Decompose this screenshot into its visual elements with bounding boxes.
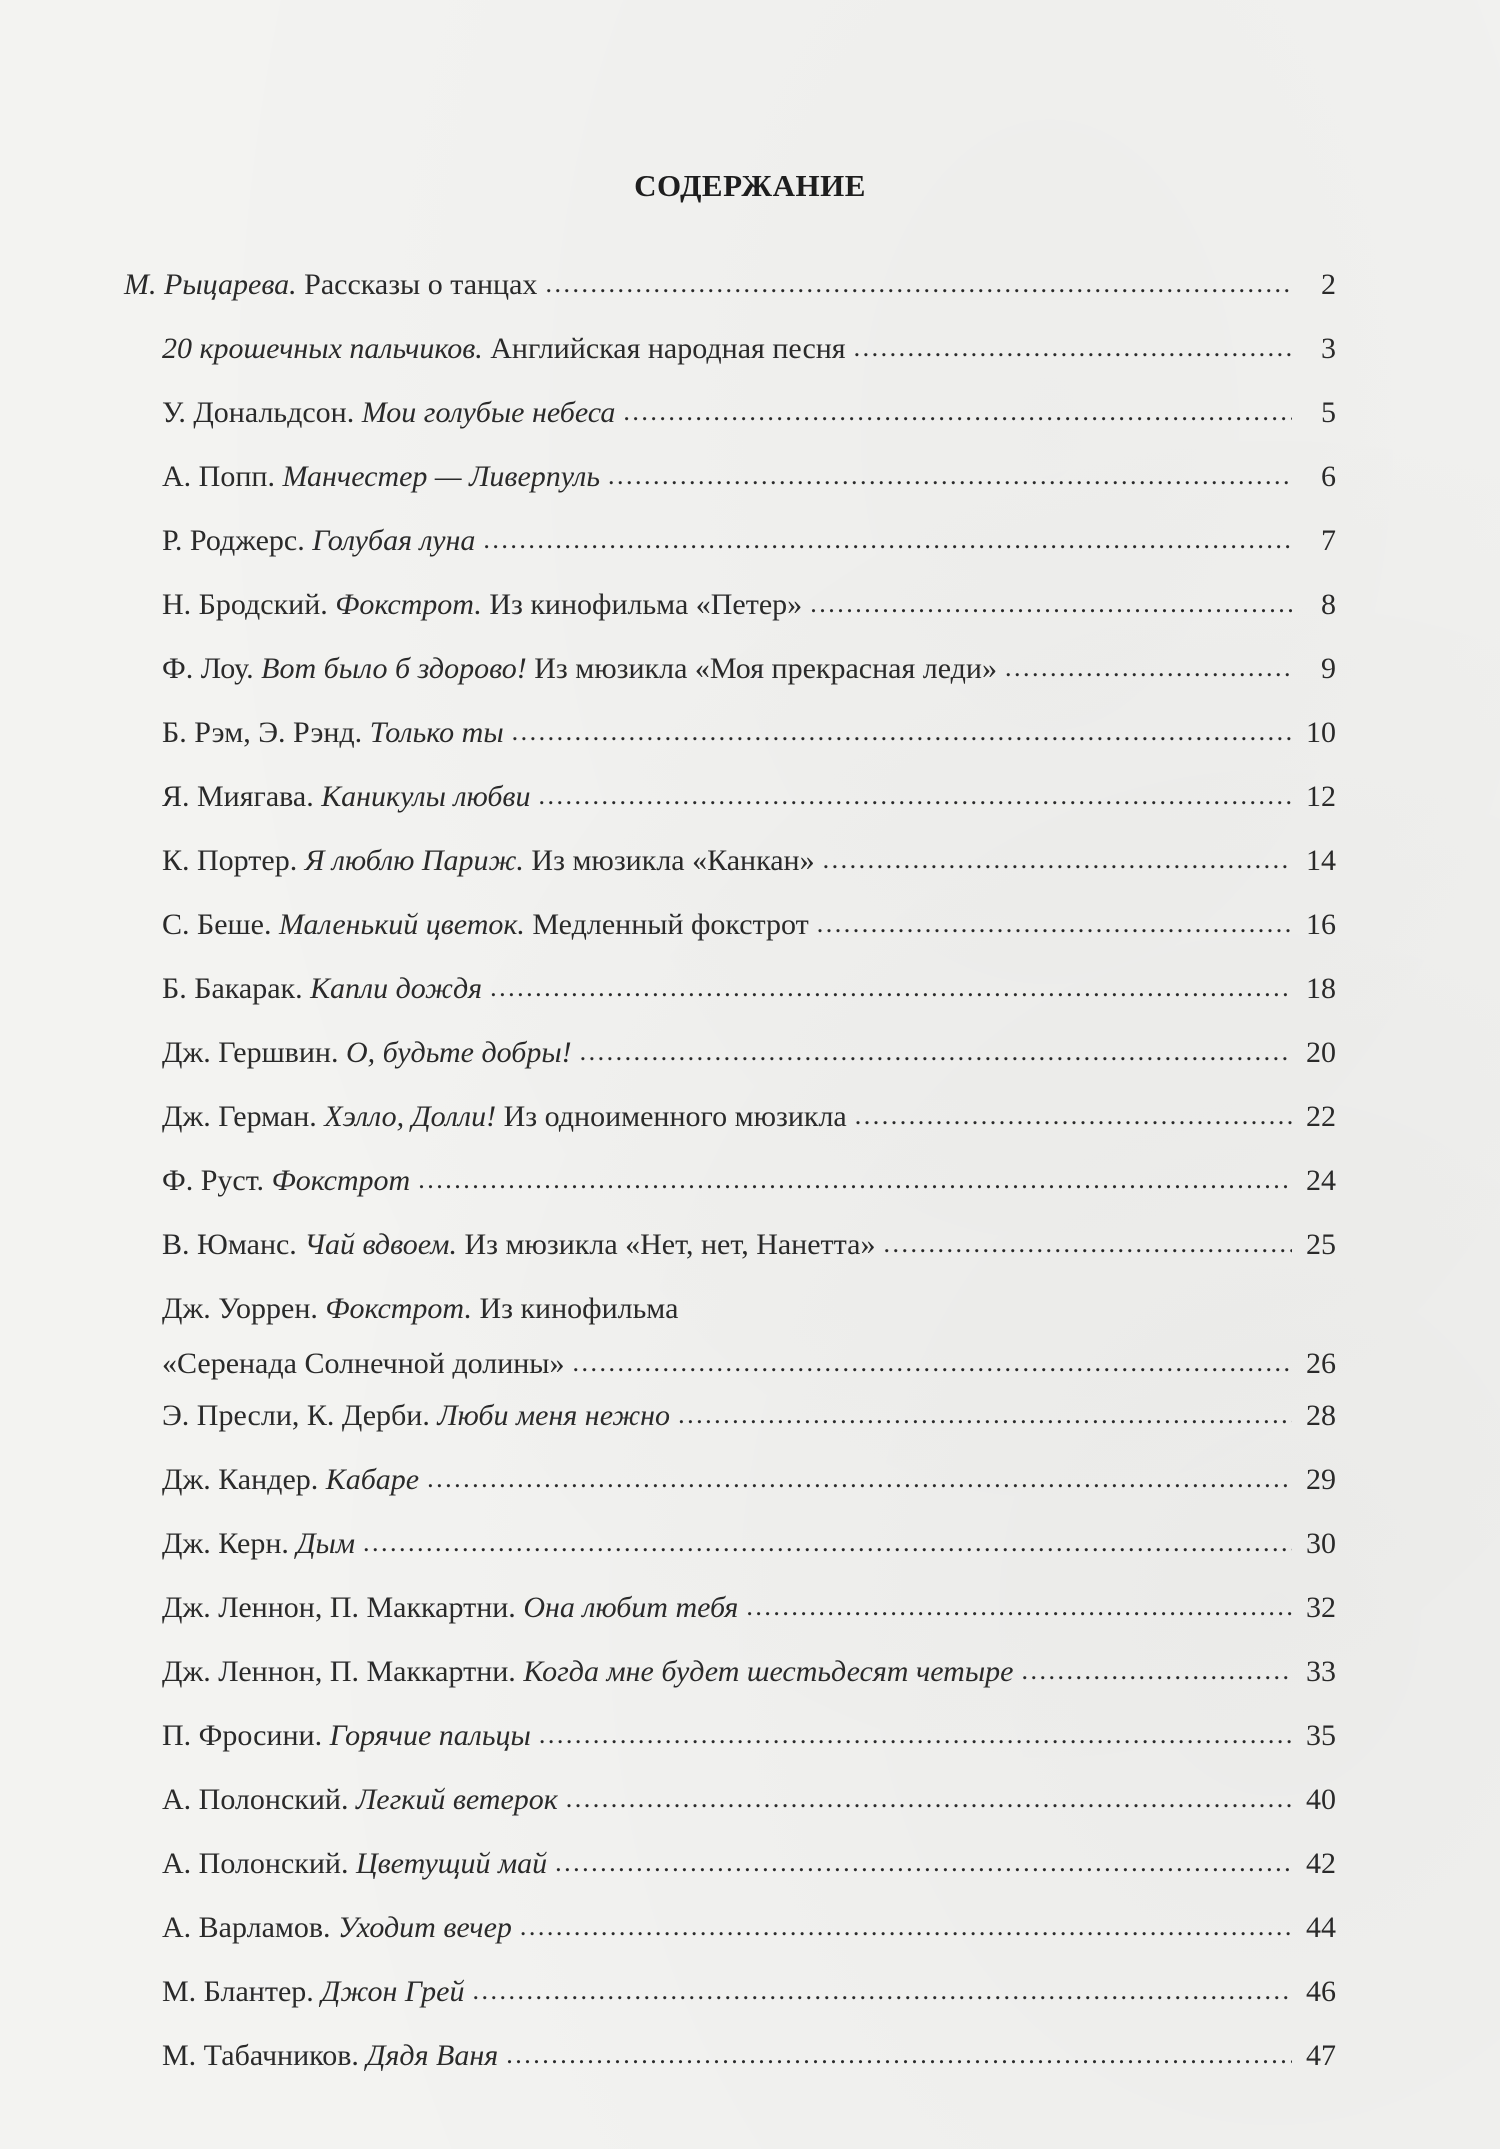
- entry-author: М. Табачников.: [162, 2039, 359, 2072]
- toc-entry: [124, 1161, 1336, 1225]
- dot-leader: [418, 1159, 1292, 1200]
- entry-note: Медленный фокстрот: [532, 908, 809, 941]
- entry-title: О, будьте добры!: [345, 1036, 572, 1069]
- entry-title: Горячие пальцы: [329, 1719, 531, 1752]
- dot-leader: [1021, 1650, 1292, 1691]
- toc-entry-text: [162, 1844, 547, 1884]
- entry-author: Я. Миягава.: [162, 780, 314, 813]
- page-number: 9: [1321, 652, 1336, 685]
- entry-title: Я люблю Париж.: [304, 844, 524, 877]
- entry-note: Из одноименного мюзикла: [503, 1100, 847, 1133]
- table-of-contents: [124, 265, 1336, 2100]
- page-number: 40: [1306, 1783, 1336, 1816]
- toc-entry-text: [162, 1972, 464, 2012]
- page-number: 29: [1306, 1463, 1336, 1496]
- dot-leader: [538, 775, 1292, 816]
- entry-author: М. Рыцарева.: [124, 268, 297, 301]
- entry-title: Она любит тебя: [523, 1591, 739, 1624]
- entry-author: У. Дональдсон.: [162, 396, 355, 429]
- page-number: 7: [1321, 524, 1336, 557]
- toc-entry-text: [162, 521, 475, 561]
- toc-entry-text: [162, 713, 504, 753]
- toc-entry: [124, 713, 1336, 777]
- entry-note: Из мюзикла «Моя прекрасная леди»: [534, 652, 997, 685]
- entry-title: Дым: [296, 1527, 355, 1560]
- entry-author: Б. Бакарак.: [162, 972, 303, 1005]
- page-number: 3: [1321, 332, 1336, 365]
- toc-entry: [124, 393, 1336, 457]
- dot-leader: [746, 1586, 1292, 1627]
- toc-entry-text: [162, 905, 809, 945]
- entry-title: Манчестер — Ливерпуль: [282, 460, 601, 493]
- toc-entry-text: [162, 1716, 531, 1756]
- dot-leader: [512, 711, 1292, 752]
- entry-title: Легкий ветерок: [355, 1783, 558, 1816]
- page-number: 6: [1321, 460, 1336, 493]
- dot-leader: [823, 839, 1292, 880]
- entry-author: П. Фросини.: [162, 1719, 323, 1752]
- entry-note: Из кинофильма «Петер»: [489, 588, 803, 621]
- toc-entry-text: [162, 1396, 670, 1436]
- entry-title: Вот было б здорово!: [261, 652, 527, 685]
- dot-leader: [520, 1906, 1292, 1947]
- toc-entry: [124, 2036, 1336, 2100]
- entry-title: Фокстрот.: [325, 1292, 472, 1325]
- page-number: 33: [1306, 1655, 1336, 1688]
- dot-leader: [1005, 647, 1292, 688]
- page-number: 28: [1306, 1399, 1336, 1432]
- toc-entry: [124, 1289, 1336, 1396]
- entry-author: А. Полонский.: [162, 1783, 349, 1816]
- toc-entry: [124, 1460, 1336, 1524]
- page-number: 46: [1306, 1975, 1336, 2008]
- dot-leader: [817, 903, 1292, 944]
- entry-title: Фокстрот: [271, 1164, 411, 1197]
- toc-entry: [124, 1097, 1336, 1161]
- entry-title: Только ты: [369, 716, 504, 749]
- page-number: 18: [1306, 972, 1336, 1005]
- dot-leader: [555, 1842, 1292, 1883]
- page-number: 26: [1306, 1346, 1336, 1380]
- dot-leader: [483, 519, 1292, 560]
- entry-title: Дядя Ваня: [366, 2039, 499, 2072]
- dot-leader: [580, 1031, 1292, 1072]
- toc-entry-text: [162, 1588, 738, 1628]
- toc-entry-text: [162, 1161, 410, 1201]
- entry-author: Б. Рэм, Э. Рэнд.: [162, 716, 363, 749]
- entry-author: Р. Роджерс.: [162, 524, 305, 557]
- toc-entry: [124, 585, 1336, 649]
- entry-title: Джон Грей: [321, 1975, 465, 2008]
- toc-entry-text: [162, 969, 482, 1009]
- entry-note: Из мюзикла «Нет, нет, Нанетта»: [464, 1228, 876, 1261]
- toc-entry: [124, 969, 1336, 1033]
- entry-author: М. Блантер.: [162, 1975, 314, 2008]
- dot-leader: [854, 327, 1292, 368]
- dot-leader: [883, 1223, 1292, 1264]
- page-title: СОДЕРЖАНИЕ: [634, 168, 866, 203]
- entry-author: К. Портер.: [162, 844, 298, 877]
- entry-title: Маленький цветок.: [278, 908, 525, 941]
- toc-entry: [124, 1780, 1336, 1844]
- page-number: 16: [1306, 908, 1336, 941]
- dot-leader: [855, 1095, 1292, 1136]
- page-number: 22: [1306, 1100, 1336, 1133]
- toc-entry: [124, 1908, 1336, 1972]
- entry-author: С. Беше.: [162, 908, 272, 941]
- entry-author: Дж. Уоррен.: [162, 1292, 318, 1325]
- entry-author: А. Варламов.: [162, 1911, 331, 1944]
- dot-leader: [545, 263, 1292, 304]
- toc-entry: [124, 1033, 1336, 1097]
- toc-entry-text: [162, 457, 600, 497]
- entry-author: А. Попп.: [162, 460, 275, 493]
- entry-note: Английская народная песня: [490, 332, 846, 365]
- toc-entry: [124, 1844, 1336, 1908]
- entry-author: Дж. Леннон, П. Маккартни.: [162, 1591, 516, 1624]
- dot-leader: [490, 967, 1292, 1008]
- dot-leader: [572, 1342, 1292, 1383]
- toc-entry-text: [162, 1908, 512, 1948]
- entry-title: Фокстрот.: [335, 588, 482, 621]
- dot-leader: [539, 1714, 1292, 1755]
- entry-title: Мои голубые небеса: [361, 396, 616, 429]
- entry-author: Дж. Гершвин.: [162, 1036, 339, 1069]
- entry-author: Дж. Леннон, П. Маккартни.: [162, 1655, 516, 1688]
- toc-entry: [124, 457, 1336, 521]
- page-number: 42: [1306, 1847, 1336, 1880]
- toc-entry: [124, 329, 1336, 393]
- entry-title: Чай вдвоем.: [304, 1228, 457, 1261]
- entry-author: Дж. Керн.: [162, 1527, 289, 1560]
- toc-entry: [124, 1716, 1336, 1780]
- page-number: 14: [1306, 844, 1336, 877]
- entry-title: Цветущий май: [355, 1847, 548, 1880]
- toc-entry: [124, 1396, 1336, 1460]
- entry-title: Люби меня нежно: [437, 1399, 671, 1432]
- entry-title: Хэлло, Долли!: [324, 1100, 497, 1133]
- entry-title: Капли дождя: [310, 972, 483, 1005]
- toc-entry-text: [162, 1780, 558, 1820]
- entry-title: Голубая луна: [312, 524, 476, 557]
- toc-entry-text: [162, 585, 802, 625]
- toc-entry: [124, 1588, 1336, 1652]
- page-number: 24: [1306, 1164, 1336, 1197]
- entry-title: Кабаре: [325, 1463, 420, 1496]
- dot-leader: [363, 1522, 1292, 1563]
- entry-author: Н. Бродский.: [162, 588, 328, 621]
- page-number: 25: [1306, 1228, 1336, 1261]
- toc-entry-text: [162, 1225, 875, 1265]
- toc-entry-text: [162, 2036, 498, 2076]
- entry-author: Дж. Герман.: [162, 1100, 317, 1133]
- toc-entry-text: [162, 841, 815, 881]
- entry-title: 20 крошечных пальчиков.: [162, 332, 483, 365]
- toc-entry-text: [162, 329, 846, 369]
- page-number: 44: [1306, 1911, 1336, 1944]
- page-number: 35: [1306, 1719, 1336, 1752]
- toc-entry-text: [162, 1097, 847, 1137]
- dot-leader: [472, 1970, 1292, 2011]
- toc-entry-text: [162, 1460, 419, 1500]
- page-number: 30: [1306, 1527, 1336, 1560]
- toc-entry-text: [162, 1033, 572, 1073]
- dot-leader: [810, 583, 1292, 624]
- entry-author: Ф. Лоу.: [162, 652, 254, 685]
- dot-leader: [623, 391, 1292, 432]
- dot-leader: [678, 1394, 1292, 1435]
- toc-entry: [124, 841, 1336, 905]
- dot-leader: [566, 1778, 1292, 1819]
- entry-author: А. Полонский.: [162, 1847, 349, 1880]
- toc-entry: [124, 1652, 1336, 1716]
- page-number: 32: [1306, 1591, 1336, 1624]
- toc-entry-text: [162, 1524, 355, 1564]
- toc-entry: [124, 1225, 1336, 1289]
- toc-entry: [124, 905, 1336, 969]
- toc-entry: [124, 649, 1336, 713]
- toc-entry: [124, 1972, 1336, 2036]
- entry-note: Из кинофильма: [479, 1292, 679, 1325]
- page-number: 8: [1321, 588, 1336, 621]
- entry-author: Э. Пресли, К. Дерби.: [162, 1399, 430, 1432]
- dot-leader: [506, 2034, 1292, 2075]
- entry-title: Каникулы любви: [321, 780, 531, 813]
- toc-entry-text: [162, 393, 615, 433]
- page-number: 20: [1306, 1036, 1336, 1069]
- page-number: 5: [1321, 396, 1336, 429]
- dot-leader: [427, 1458, 1292, 1499]
- toc-entry: [124, 1524, 1336, 1588]
- page-number: 2: [1321, 268, 1336, 301]
- page-number: 10: [1306, 716, 1336, 749]
- toc-entry-text: [124, 265, 537, 305]
- toc-entry: [124, 265, 1336, 329]
- entry-note: Из мюзикла «Канкан»: [531, 844, 815, 877]
- entry-title: Когда мне будет шестьдесят четыре: [523, 1655, 1014, 1688]
- entry-note: Рассказы о танцах: [304, 268, 538, 301]
- toc-entry-text: [162, 777, 530, 817]
- entry-title: Уходит вечер: [338, 1911, 512, 1944]
- toc-entry-text: [162, 1292, 678, 1325]
- page-number: 47: [1306, 2039, 1336, 2072]
- toc-entry: [124, 521, 1336, 585]
- entry-note-continued: «Серенада Солнечной долины»: [162, 1346, 565, 1380]
- entry-author: Ф. Руст.: [162, 1164, 265, 1197]
- toc-entry-text: [162, 1652, 1013, 1692]
- entry-author: Дж. Кандер.: [162, 1463, 319, 1496]
- page-number: 12: [1306, 780, 1336, 813]
- entry-author: В. Юманс.: [162, 1228, 297, 1261]
- toc-entry-text: [162, 649, 997, 689]
- toc-entry: [124, 777, 1336, 841]
- dot-leader: [608, 455, 1292, 496]
